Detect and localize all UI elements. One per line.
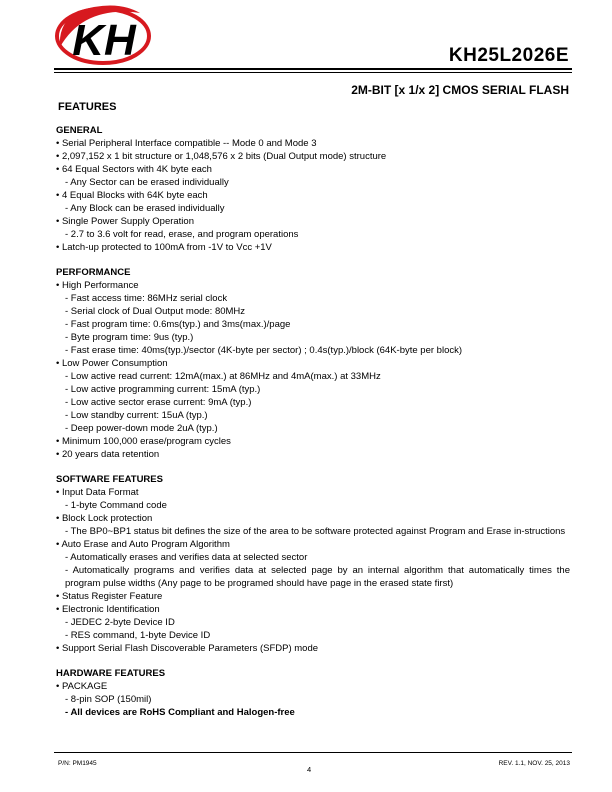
list-item: • Block Lock protection (56, 513, 153, 524)
features-content (56, 124, 570, 731)
list-item: • Latch-up protected to 100mA from -1V to Vcc +1V (56, 242, 272, 253)
section-title: PERFORMANCE (56, 267, 131, 278)
page-heading: FEATURES (58, 101, 117, 113)
list-subitem: - 1-byte Command code (65, 500, 167, 511)
list-subitem: - JEDEC 2-byte Device ID (65, 617, 175, 628)
list-subitem: - Any Block can be erased individually (65, 203, 225, 214)
list-subitem: - Byte program time: 9us (typ.) (65, 332, 194, 343)
section-software-features (56, 473, 570, 655)
list-item: • Support Serial Flash Discoverable Parameters (SFDP) mode (56, 643, 319, 654)
list-subitem: - Fast access time: 86MHz serial clock (65, 293, 228, 304)
list-subitem: - The BP0~BP1 status bit defines the size of the area to be software protected against Program and Erase in-structions (65, 526, 566, 537)
list-item: • Status Register Feature (56, 591, 163, 602)
list-item: • Low Power Consumption (56, 358, 168, 369)
section-title: SOFTWARE FEATURES (56, 474, 163, 485)
list-item: • High Performance (56, 280, 139, 291)
list-item: • Electronic Identification (56, 604, 160, 615)
part-number: KH25L2026E (448, 45, 569, 66)
list-item: • 64 Equal Sectors with 4K byte each (56, 164, 212, 175)
section-title: GENERAL (56, 125, 103, 136)
list-subitem: - Low active programming current: 15mA (typ.) (65, 384, 261, 395)
list-item: • Auto Erase and Auto Program Algorithm (56, 539, 230, 550)
list-item: • Serial Peripheral Interface compatible -- Mode 0 and Mode 3 (56, 138, 317, 149)
list-subitem: - 2.7 to 3.6 volt for read, erase, and program operations (65, 229, 299, 240)
list-subitem: - All devices are RoHS Compliant and Halogen-free (65, 707, 295, 718)
header-divider (54, 68, 572, 70)
list-subitem: - Low active sector erase current: 9mA (typ.) (65, 397, 252, 408)
list-subitem: - Low active read current: 12mA(max.) at 86MHz and 4mA(max.) at 33MHz (65, 371, 381, 382)
company-logo (54, 3, 152, 67)
list-subitem: - RES command, 1-byte Device ID (65, 630, 211, 641)
product-subtitle: 2M-BIT [x 1/x 2] CMOS SERIAL FLASH (351, 83, 569, 97)
list-subitem: - Serial clock of Dual Output mode: 80MHz (65, 306, 246, 317)
list-subitem: - Any Sector can be erased individually (65, 177, 229, 188)
list-item: • PACKAGE (56, 681, 108, 692)
list-subitem: - Fast program time: 0.6ms(typ.) and 3ms(max.)/page (65, 319, 291, 330)
footer-part-number: P/N: PM1945 (58, 760, 97, 767)
list-subitem: - Fast erase time: 40ms(typ.)/sector (4K-byte per sector) ; 0.4s(typ.)/block (64K-byte per block) (65, 345, 463, 356)
section-general (56, 124, 570, 254)
list-subitem: - Automatically erases and verifies data at selected sector (65, 552, 308, 563)
footer-revision: REV. 1.1, NOV. 25, 2013 (498, 760, 570, 767)
list-subitem: - Deep power-down mode 2uA (typ.) (65, 423, 218, 434)
logo-text: KH (72, 16, 136, 65)
list-subitem: - Automatically programs and verifies data at selected page by an internal algorithm that automatically times the program pulse widths (Any page to be programed should have page in the erased state first) (65, 565, 570, 589)
list-item: • 4 Equal Blocks with 64K byte each (56, 190, 208, 201)
section-performance (56, 266, 570, 461)
section-hardware-features (56, 667, 570, 719)
list-item: • 20 years data retention (56, 449, 160, 460)
footer-divider (54, 752, 572, 753)
section-title: HARDWARE FEATURES (56, 668, 166, 679)
list-subitem: - 8-pin SOP (150mil) (65, 694, 152, 705)
list-item: • Single Power Supply Operation (56, 216, 194, 227)
list-subitem: - Low standby current: 15uA (typ.) (65, 410, 208, 421)
header-divider-thin (54, 72, 572, 73)
list-item: • Minimum 100,000 erase/program cycles (56, 436, 231, 447)
list-item: • Input Data Format (56, 487, 139, 498)
list-item: • 2,097,152 x 1 bit structure or 1,048,576 x 2 bits (Dual Output mode) structure (56, 151, 387, 162)
page-number: 4 (307, 765, 312, 774)
